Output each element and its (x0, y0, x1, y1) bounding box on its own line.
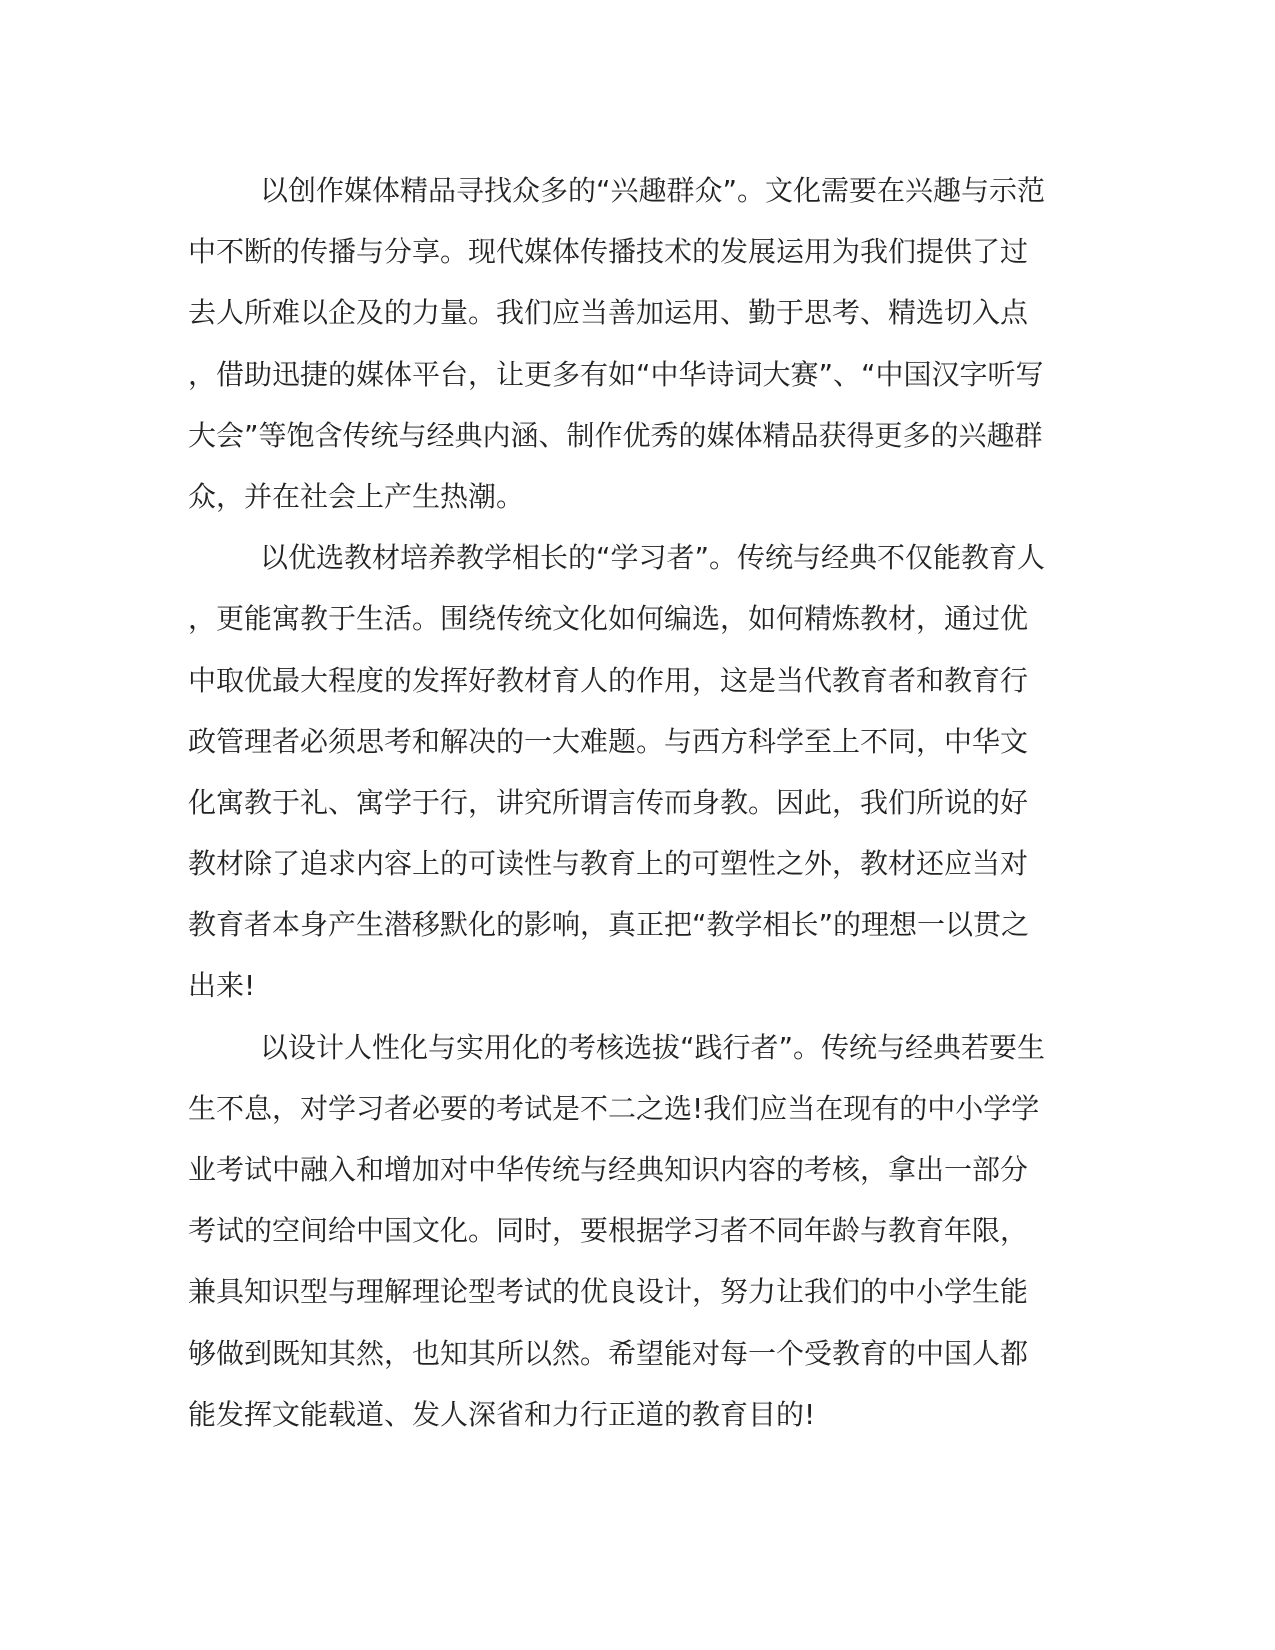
paragraph (188, 160, 1088, 527)
text-line: 政管理者必须思考和解决的一大难题。与西方科学至上不同，中华文 (188, 724, 1029, 758)
text-line: 能发挥文能载道、发人深省和力行正道的教育目的! (188, 1397, 816, 1431)
text-line: 中不断的传播与分享。现代媒体传播技术的发展运用为我们提供了过 (188, 235, 1029, 269)
text-line: 以设计人性化与实用化的考核选拔“践行者”。传统与经典若要生 (260, 1030, 1046, 1064)
text-line: 去人所难以企及的力量。我们应当善加运用、勤于思考、精选切入点 (188, 296, 1029, 330)
text-line: 大会”等饱含传统与经典内涵、制作优秀的媒体精品获得更多的兴趣群 (188, 418, 1043, 452)
paragraph (188, 527, 1088, 1017)
text-line: 化寓教于礼、寓学于行，讲究所谓言传而身教。因此，我们所说的好 (188, 785, 1029, 819)
text-line: 生不息，对学习者必要的考试是不二之选!我们应当在现有的中小学学 (188, 1091, 1040, 1125)
text-line: 考试的空间给中国文化。同时，要根据学习者不同年龄与教育年限， (188, 1214, 1029, 1248)
text-line: 以优选教材培养教学相长的“学习者”。传统与经典不仅能教育人 (260, 541, 1046, 575)
paragraph (188, 1017, 1088, 1445)
text-line: ，借助迅捷的媒体平台，让更多有如“中华诗词大赛”、“中国汉字听写 (188, 357, 1044, 391)
document-body (188, 160, 1088, 1445)
text-line: 以创作媒体精品寻找众多的“兴趣群众”。文化需要在兴趣与示范 (260, 174, 1046, 207)
text-line: 够做到既知其然，也知其所以然。希望能对每一个受教育的中国人都 (188, 1336, 1029, 1370)
text-line: ，更能寓教于生活。围绕传统文化如何编选，如何精炼教材，通过优 (188, 602, 1029, 636)
text-line: 业考试中融入和增加对中华传统与经典知识内容的考核，拿出一部分 (188, 1153, 1029, 1186)
text-line: 中取优最大程度的发挥好教材育人的作用，这是当代教育者和教育行 (188, 663, 1029, 697)
text-line: 兼具知识型与理解理论型考试的优良设计，努力让我们的中小学生能 (188, 1275, 1029, 1309)
text-line: 教育者本身产生潜移默化的影响，真正把“教学相长”的理想一以贯之 (188, 908, 1030, 942)
text-line: 众，并在社会上产生热潮。 (188, 479, 525, 513)
text-line: 教材除了追求内容上的可读性与教育上的可塑性之外，教材还应当对 (188, 847, 1029, 881)
text-line: 出来! (188, 969, 256, 1003)
